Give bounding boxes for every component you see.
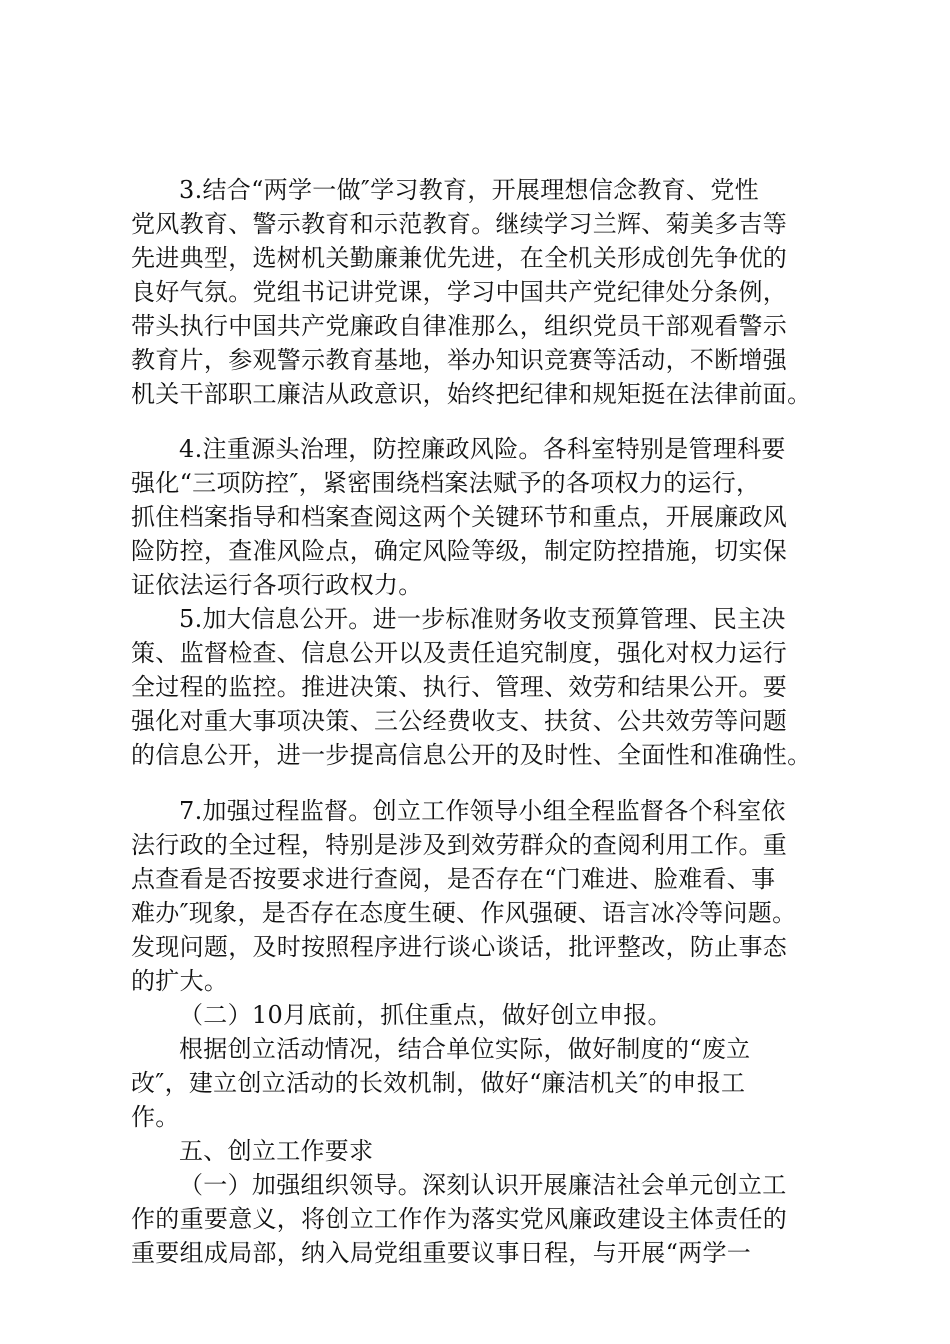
paragraph-7-line-2: 法行政的全过程，特别是涉及到效劳群众的查阅利用工作。重 xyxy=(131,831,788,859)
paragraph-5-line-1: 5.加大信息公开。进一步标准财务收支预算管理、民主决 xyxy=(179,605,786,633)
section-5-1-line-2: 作的重要意义，将创立工作作为落实党风廉政建设主体责任的 xyxy=(131,1205,788,1233)
paragraph-5-line-4: 强化对重大事项决策、三公经费收支、扶贫、公共效劳等问题 xyxy=(131,707,788,735)
paragraph-4-line-2: 强化“三项防控″，紧密围绕档案法赋予的各项权力的运行， xyxy=(131,469,761,497)
section-5-heading: 五、创立工作要求 xyxy=(179,1137,374,1165)
paragraph-3-line-7: 机关干部职工廉洁从政意识，始终把纪律和规矩挺在法律前面。 xyxy=(131,380,812,408)
paragraph-4-line-1: 4.注重源头治理，防控廉政风险。各科室特别是管理科要 xyxy=(179,435,786,463)
section-2-paragraph-line-2: 改″，建立创立活动的长效机制，做好“廉洁机关″的申报工 xyxy=(131,1069,746,1097)
paragraph-3-line-2: 党风教育、警示教育和示范教育。继续学习兰辉、菊美多吉等 xyxy=(131,210,788,238)
paragraph-3-line-5: 带头执行中国共产党廉政自律准那么，组织党员干部观看警示 xyxy=(131,312,788,340)
paragraph-7-line-4: 难办″现象，是否存在态度生硬、作风强硬、语言冰冷等问题。 xyxy=(131,899,797,927)
paragraph-3-line-6: 教育片，参观警示教育基地，举办知识竞赛等活动，不断增强 xyxy=(131,346,788,374)
paragraph-5-line-3: 全过程的监控。推进决策、执行、管理、效劳和结果公开。要 xyxy=(131,673,788,701)
paragraph-7-line-3: 点查看是否按要求进行查阅，是否存在“门难进、脸难看、事 xyxy=(131,865,776,893)
paragraph-3-line-3: 先进典型，选树机关勤廉兼优先进，在全机关形成创先争优的 xyxy=(131,244,788,272)
paragraph-5-line-5: 的信息公开，进一步提高信息公开的及时性、全面性和准确性。 xyxy=(131,741,812,769)
section-5-1-line-3: 重要组成局部，纳入局党组重要议事日程，与开展“两学一 xyxy=(131,1239,752,1267)
section-2-paragraph-line-1: 根据创立活动情况，结合单位实际，做好制度的“废立 xyxy=(179,1035,751,1063)
paragraph-3-line-1: 3.结合“两学一做″学习教育，开展理想信念教育、党性 xyxy=(179,176,759,204)
paragraph-4-line-4: 险防控，查准风险点，确定风险等级，制定防控措施，切实保 xyxy=(131,537,788,565)
paragraph-5-line-2: 策、监督检查、信息公开以及责任追究制度，强化对权力运行 xyxy=(131,639,788,667)
paragraph-7-line-6: 的扩大。 xyxy=(131,967,229,995)
section-2-paragraph-line-3: 作。 xyxy=(131,1103,180,1131)
paragraph-3-line-4: 良好气氛。党组书记讲党课，学习中国共产党纪律处分条例， xyxy=(131,278,788,306)
paragraph-7-line-1: 7.加强过程监督。创立工作领导小组全程监督各个科室依 xyxy=(179,797,786,825)
paragraph-4-line-5: 证依法运行各项行政权力。 xyxy=(131,571,423,599)
paragraph-4-line-3: 抓住档案指导和档案查阅这两个关键环节和重点，开展廉政风 xyxy=(131,503,788,531)
paragraph-7-line-5: 发现问题，及时按照程序进行谈心谈话，批评整改，防止事态 xyxy=(131,933,788,961)
section-2-heading: （二）10月底前，抓住重点，做好创立申报。 xyxy=(179,1001,672,1029)
section-5-1-line-1: （一）加强组织领导。深刻认识开展廉洁社会单元创立工 xyxy=(179,1171,787,1199)
